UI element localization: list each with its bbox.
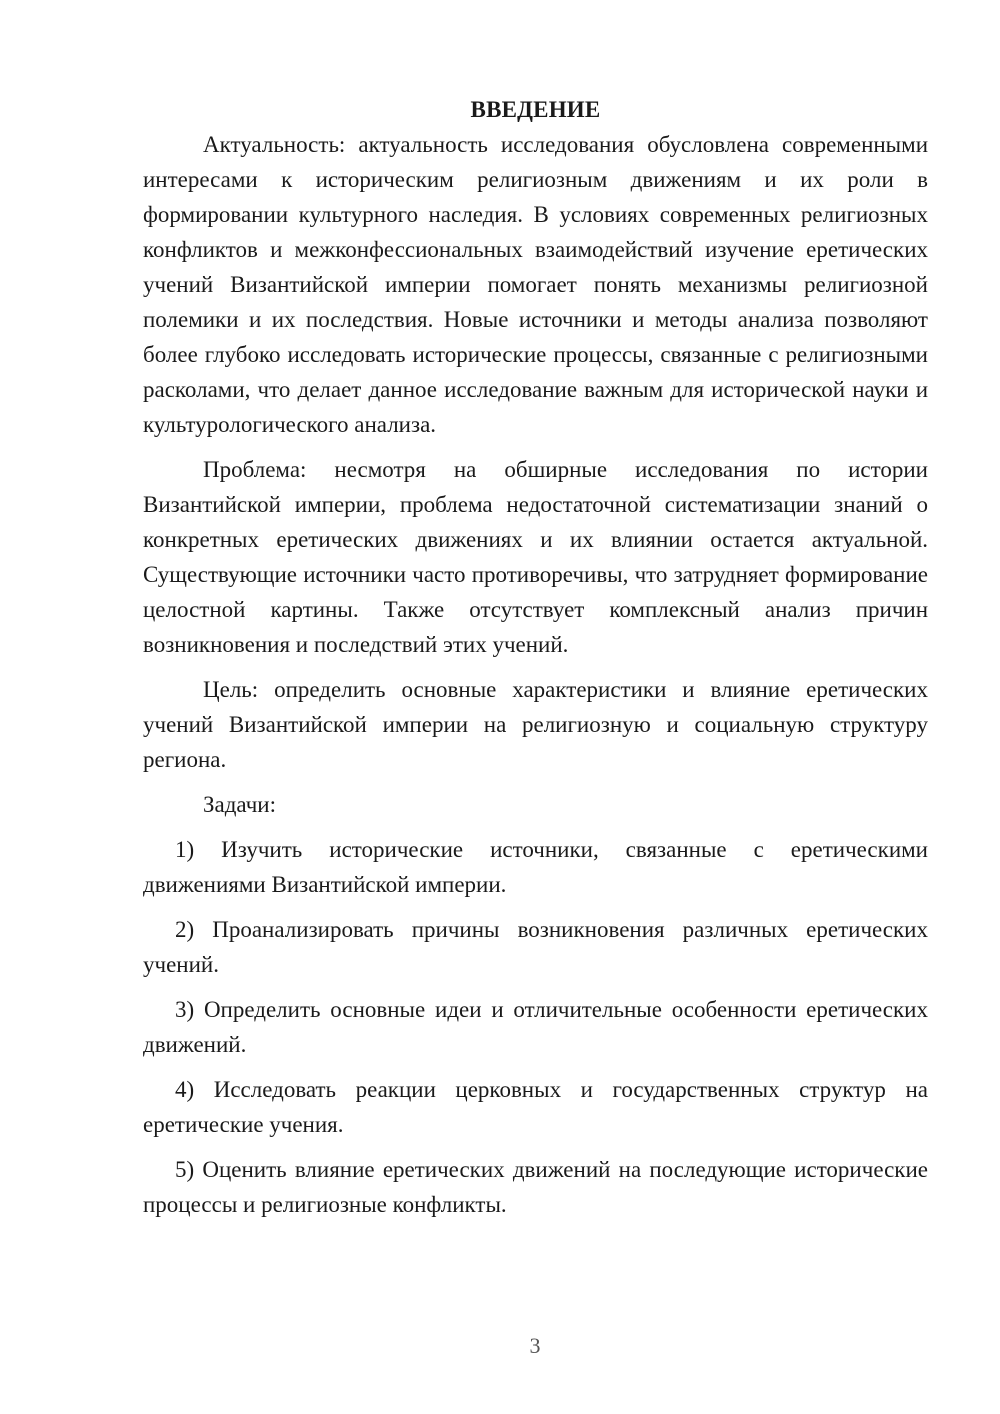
section-heading: ВВЕДЕНИЕ (470, 97, 601, 122)
paragraph-goal: Цель: определить основные характеристики и влияние еретических учений Византийской империи на религиозную и социальную структуру региона. (143, 677, 928, 772)
task-item-3: 3) Определить основные идеи и отличительные особенности еретических движений. (143, 997, 928, 1057)
task-item-2: 2) Проанализировать причины возникновения различных еретических учений. (143, 917, 928, 977)
page-number: 3 (529, 1333, 541, 1358)
paragraph-relevance: Актуальность: актуальность исследования обусловлена современными интересами к историческим религиозным движениям и их роли в формировании культурного наследия. В условиях современных религиозных конфликтов и межконфессиональных взаимодействий изучение еретических учений Византийской империи помогает понять механизмы религиозной полемики и их последствия. Новые источники и методы анализа позволяют более глубоко исследовать исторические процессы, связанные с религиозными расколами, что делает данное исследование важным для исторической науки и культурологического анализа. (143, 132, 928, 437)
task-item-4: 4) Исследовать реакции церковных и государственных структур на еретические учения. (143, 1077, 928, 1137)
task-item-1: 1) Изучить исторические источники, связанные с еретическими движениями Византийской империи. (143, 837, 928, 897)
task-item-5: 5) Оценить влияние еретических движений на последующие исторические процессы и религиозные конфликты. (143, 1157, 928, 1217)
document-page (143, 92, 928, 1232)
paragraph-problem: Проблема: несмотря на обширные исследования по истории Византийской империи, проблема недостаточной систематизации знаний о конкретных еретических движениях и их влиянии остается актуальной. Существующие источники часто противоречивы, что затрудняет формирование целостной картины. Также отсутствует комплексный анализ причин возникновения и последствий этих учений. (143, 457, 928, 657)
tasks-label: Задачи: (203, 792, 276, 817)
